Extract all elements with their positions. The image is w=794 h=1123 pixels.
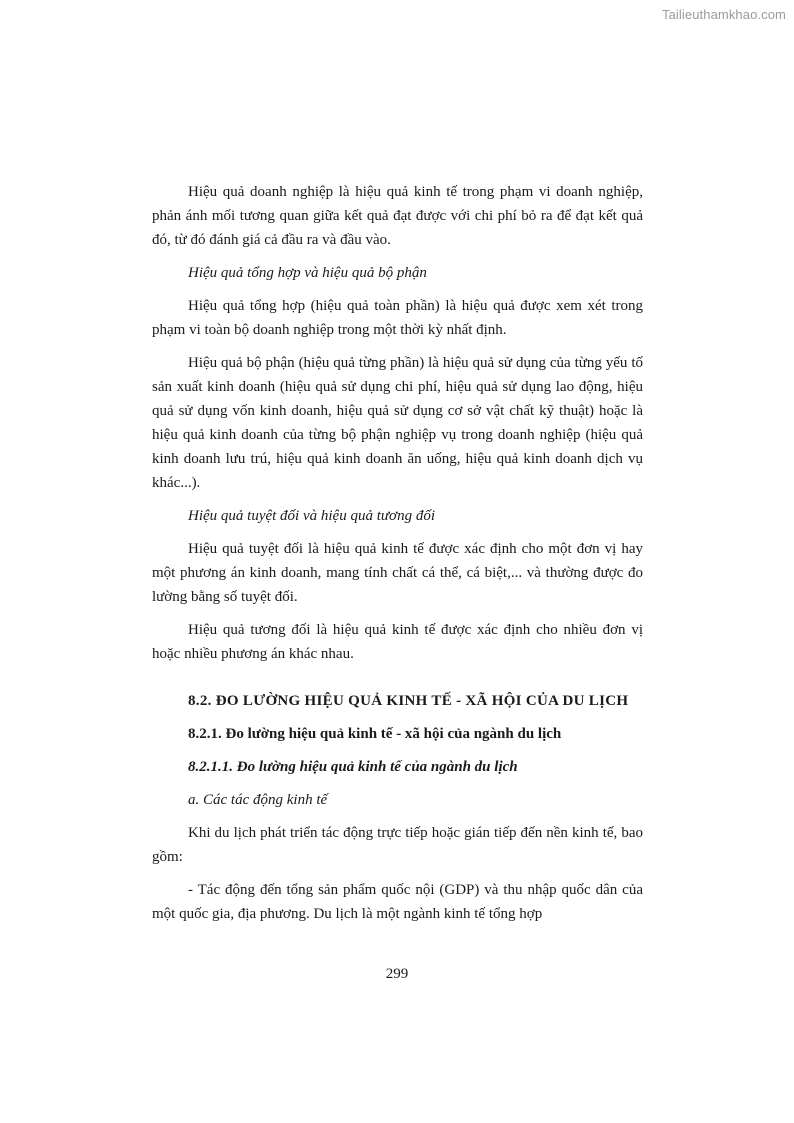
- subheading-economic-impacts: a. Các tác động kinh tế: [188, 792, 328, 808]
- subheading-absolute-relative: Hiệu quả tuyệt đối và hiệu quả tương đối: [188, 508, 435, 524]
- paragraph-gdp-impact: - Tác động đến tổng sản phẩm quốc nội (GDP) và thu nhập quốc dân của một quốc gia, địa phương. Du lịch là một ngành kinh tế tổng hợp: [152, 882, 643, 922]
- page-content: [152, 180, 643, 935]
- watermark-text: Tailieuthamkhao.com: [661, 7, 786, 22]
- section-heading-8-2: 8.2. ĐO LƯỜNG HIỆU QUẢ KINH TẾ - XÃ HỘI CỦA DU LỊCH: [188, 693, 629, 709]
- subheading-overall-partial: Hiệu quả tổng hợp và hiệu quả bộ phận: [188, 265, 427, 281]
- paragraph-enterprise-efficiency: Hiệu quả doanh nghiệp là hiệu quả kinh tế trong phạm vi doanh nghiệp, phản ánh mối tương quan giữa kết quả đạt được với chi phí bỏ ra để đạt kết quả đó, từ đó đánh giá cả đầu ra và đầu vào.: [152, 184, 643, 248]
- paragraph-overall-efficiency: Hiệu quả tổng hợp (hiệu quả toàn phần) là hiệu quả được xem xét trong phạm vi toàn bộ doanh nghiệp trong một thời kỳ nhất định.: [152, 298, 643, 338]
- paragraph-absolute-efficiency: Hiệu quả tuyệt đối là hiệu quả kinh tế được xác định cho một đơn vị hay một phương án kinh doanh, mang tính chất cá thể, cá biệt,... và thường được đo lường bằng số tuyệt đối.: [152, 541, 643, 605]
- paragraph-relative-efficiency: Hiệu quả tương đối là hiệu quả kinh tế được xác định cho nhiều đơn vị hoặc nhiều phương án khác nhau.: [152, 622, 643, 662]
- paragraph-tourism-impact: Khi du lịch phát triển tác động trực tiếp hoặc gián tiếp đến nền kinh tế, bao gồm:: [152, 825, 643, 865]
- section-heading-8-2-1-1: 8.2.1.1. Đo lường hiệu quả kinh tế của ngành du lịch: [188, 759, 518, 775]
- paragraph-partial-efficiency: Hiệu quả bộ phận (hiệu quả từng phần) là hiệu quả sử dụng của từng yếu tố sản xuất kinh doanh (hiệu quả sử dụng chi phí, hiệu quả sử dụng lao động, hiệu quả sử dụng vốn kinh doanh, hiệu quả sử dụng cơ sở vật chất kỹ thuật) hoặc là hiệu quả kinh doanh của từng bộ phận nghiệp vụ trong doanh nghiệp (hiệu quả kinh doanh lưu trú, hiệu quả kinh doanh ăn uống, hiệu quả kinh doanh dịch vụ khác...).: [152, 355, 643, 491]
- section-heading-8-2-1: 8.2.1. Đo lường hiệu quả kinh tế - xã hội của ngành du lịch: [188, 726, 562, 742]
- page-number: 299: [385, 966, 409, 982]
